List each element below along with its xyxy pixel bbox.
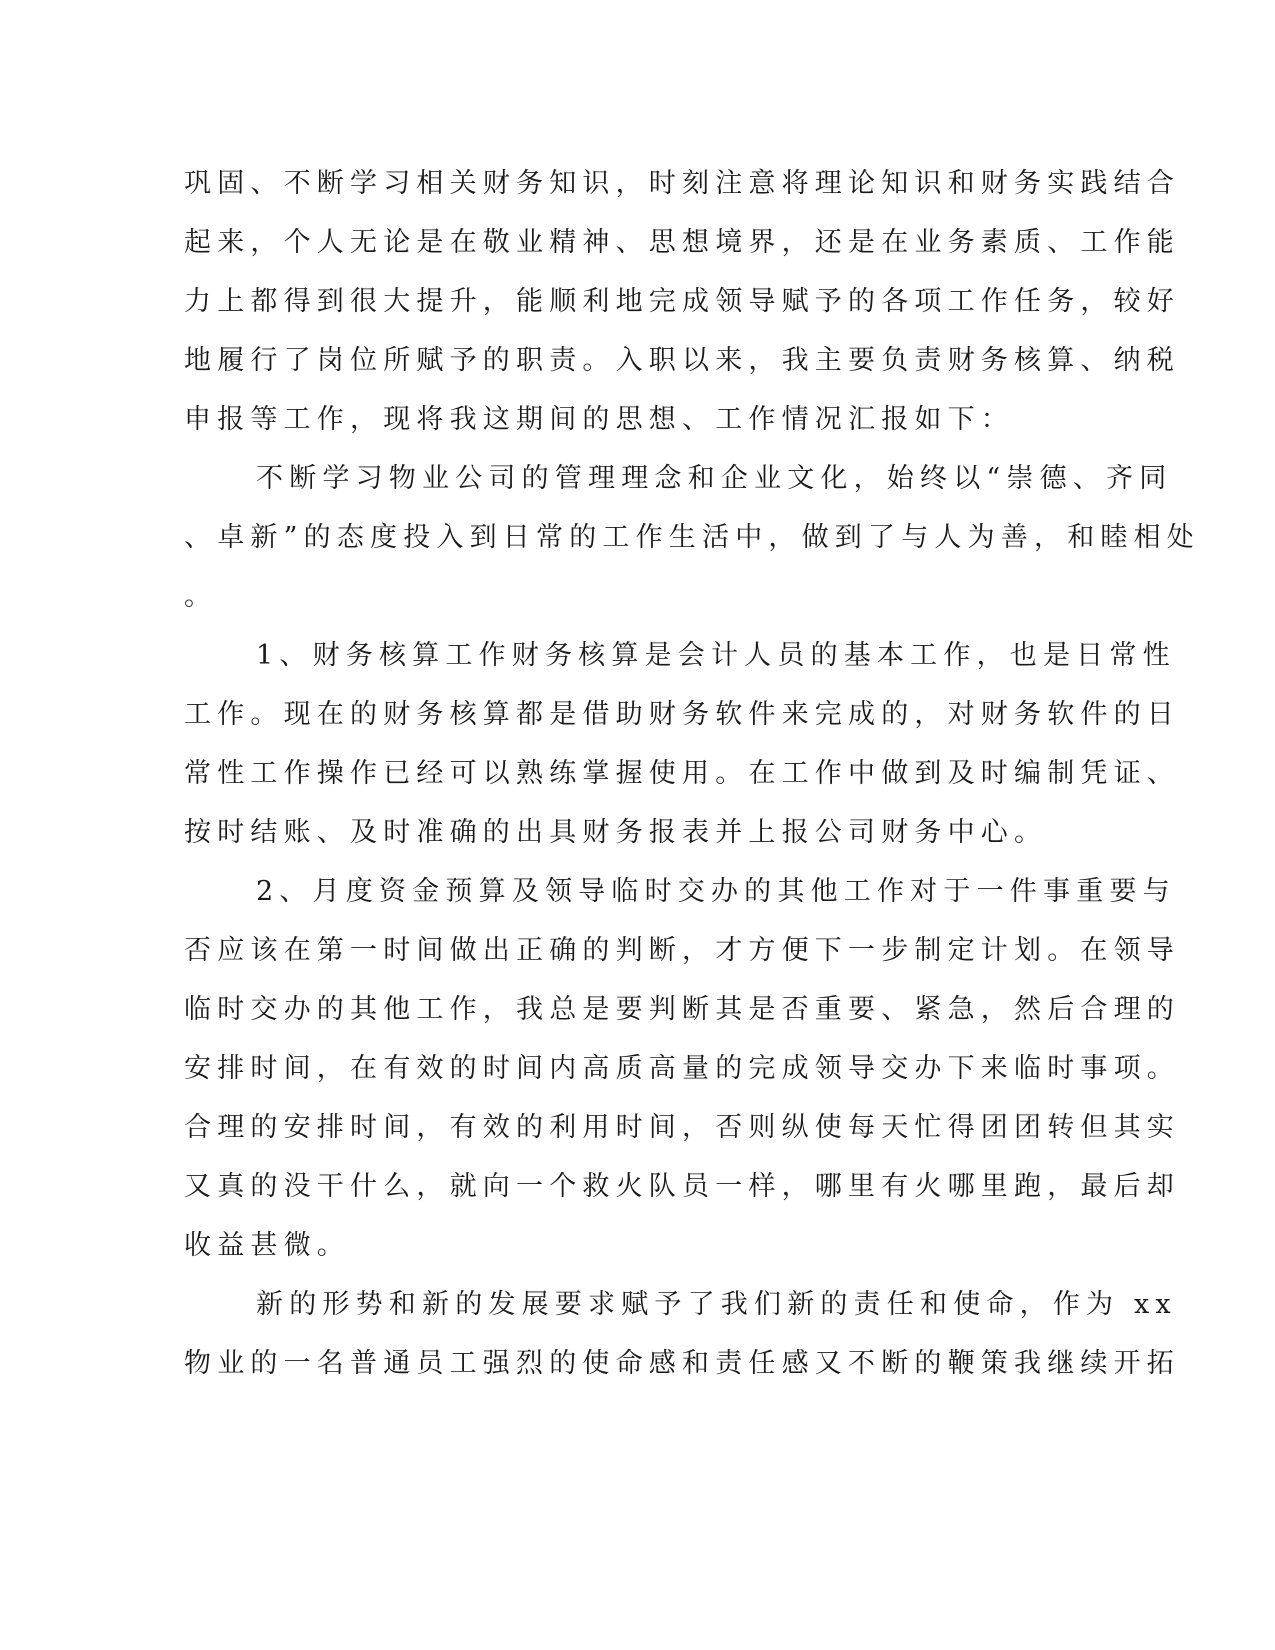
text-line: 申报等工作，现将我这期间的思想、工作情况汇报如下： bbox=[184, 404, 1014, 435]
text-line: 地履行了岗位所赋予的职责。入职以来，我主要负责财务核算、纳税 bbox=[184, 345, 1180, 376]
text-line: 常性工作操作已经可以熟练掌握使用。在工作中做到及时编制凭证、 bbox=[184, 758, 1180, 789]
body-text bbox=[184, 154, 1201, 1393]
text-line: 工作。现在的财务核算都是借助财务软件来完成的，对财务软件的日 bbox=[184, 699, 1180, 730]
text-line: 合理的安排时间，有效的利用时间，否则纵使每天忙得团团转但其实 bbox=[184, 1112, 1180, 1143]
text-line: 否应该在第一时间做出正确的判断，才方便下一步制定计划。在领导 bbox=[184, 935, 1180, 966]
text-line: 安排时间，在有效的时间内高质高量的完成领导交办下来临时事项。 bbox=[184, 1053, 1180, 1084]
text-line: 。 bbox=[184, 581, 218, 612]
text-line: 1、财务核算工作财务核算是会计人员的基本工作，也是日常性 bbox=[256, 640, 1176, 671]
text-line: 起来，个人无论是在敬业精神、思想境界，还是在业务素质、工作能 bbox=[184, 227, 1180, 258]
text-line: 、卓新”的态度投入到日常的工作生活中，做到了与人为善，和睦相处 bbox=[184, 522, 1201, 553]
text-line: 又真的没干什么，就向一个救火队员一样，哪里有火哪里跑，最后却 bbox=[184, 1171, 1180, 1202]
text-line: 收益甚微。 bbox=[184, 1230, 350, 1261]
text-line: 不断学习物业公司的管理理念和企业文化，始终以“崇德、齐同 bbox=[256, 463, 1173, 494]
text-line: 2、月度资金预算及领导临时交办的其他工作对于一件事重要与 bbox=[256, 876, 1176, 907]
text-line: 按时结账、及时准确的出具财务报表并上报公司财务中心。 bbox=[184, 817, 1048, 848]
text-line: 物业的一名普通员工强烈的使命感和责任感又不断的鞭策我继续开拓 bbox=[184, 1348, 1180, 1379]
text-line: 新的形势和新的发展要求赋予了我们新的责任和使命，作为 xx bbox=[256, 1289, 1177, 1320]
text-line: 巩固、不断学习相关财务知识，时刻注意将理论知识和财务实践结合 bbox=[184, 168, 1180, 199]
text-line: 临时交办的其他工作，我总是要判断其是否重要、紧急，然后合理的 bbox=[184, 994, 1180, 1025]
text-line: 力上都得到很大提升，能顺利地完成领导赋予的各项工作任务，较好 bbox=[184, 286, 1180, 317]
